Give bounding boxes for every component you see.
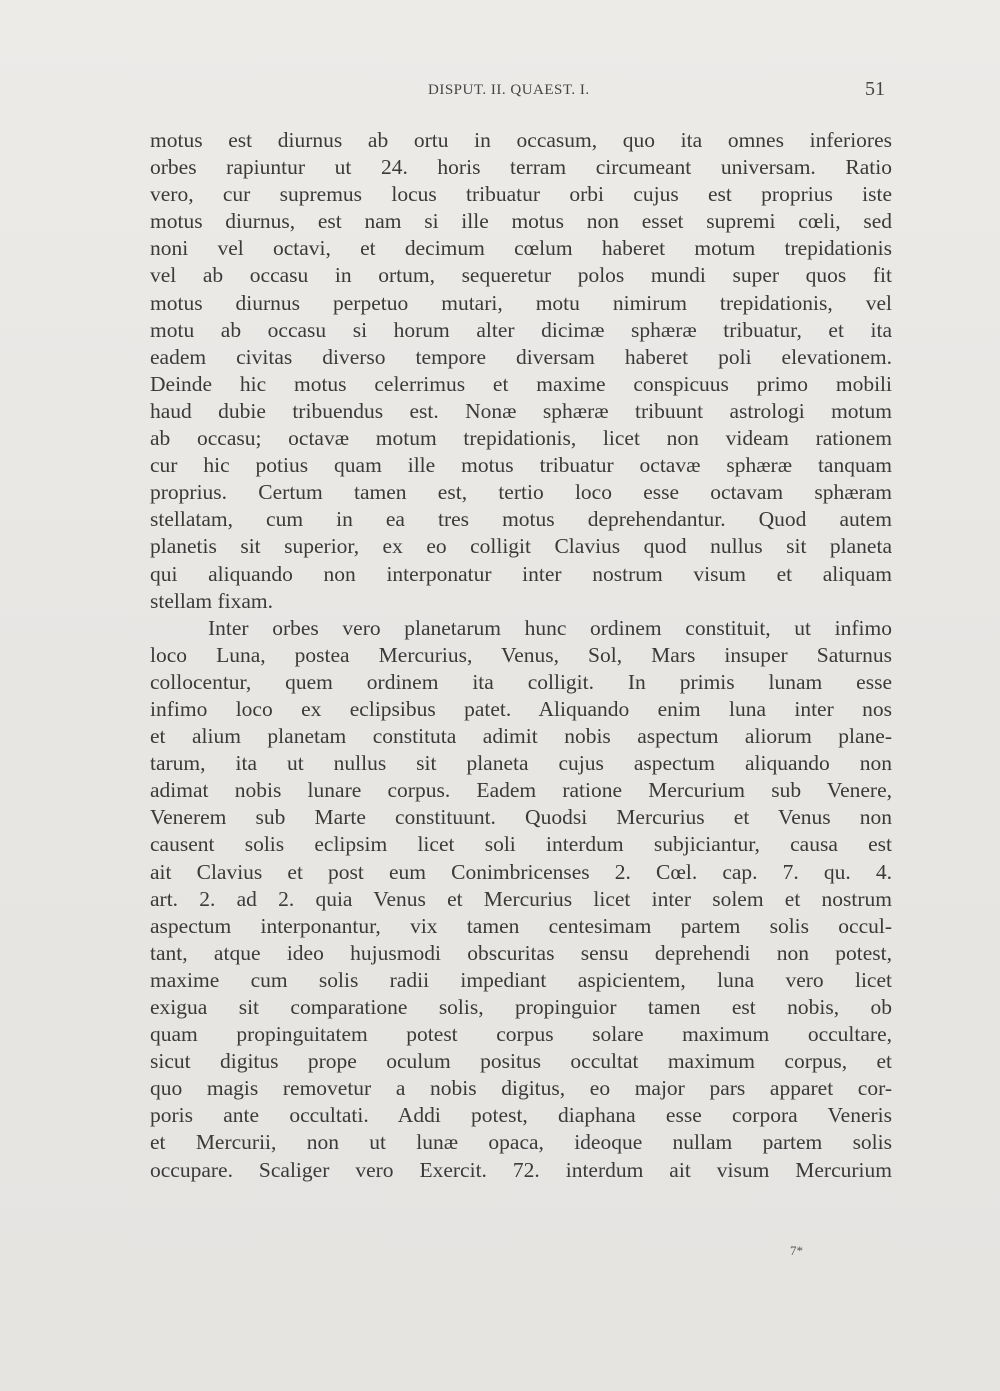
text-line: ab occasu; octavæ motum trepidationis, licet non videam rationem xyxy=(150,426,892,451)
text-line: motus diurnus, est nam si ille motus non esset supremi cœli, sed xyxy=(150,209,892,234)
text-line: motu ab occasu si horum alter dicimæ sphæræ tribuatur, et ita xyxy=(150,317,892,342)
text-line: art. 2. ad 2. quia Venus et Mercurius licet inter solem et nostrum xyxy=(150,886,892,911)
text-line: planetis sit superior, ex eo colligit Clavius quod nullus sit planeta xyxy=(150,534,892,559)
text-line: causent solis eclipsim licet soli interdum subjiciantur, causa est xyxy=(150,832,892,857)
text-line: occupare. Scaliger vero Exercit. 72. interdum ait visum Mercurium xyxy=(150,1157,892,1182)
text-line: collocentur, quem ordinem ita colligit. In primis lunam esse xyxy=(150,669,892,694)
text-line: maxime cum solis radii impediant aspicientem, luna vero licet xyxy=(150,967,892,992)
text-line: eadem civitas diverso tempore diversam haberet poli elevationem. xyxy=(150,344,892,369)
text-line: motus diurnus perpetuo mutari, motu nimirum trepidationis, vel xyxy=(150,290,892,315)
text-line: quo magis removetur a nobis digitus, eo major pars apparet cor- xyxy=(150,1076,892,1101)
text-line: tant, atque ideo hujusmodi obscuritas sensu deprehendi non potest, xyxy=(150,940,892,965)
text-line: Deinde hic motus celerrimus et maxime conspicuus primo mobili xyxy=(150,371,892,396)
body-text xyxy=(150,127,892,1184)
text-line: infimo loco ex eclipsibus patet. Aliquando enim luna inter nos xyxy=(150,696,892,721)
text-line: cur hic potius quam ille motus tribuatur octavæ sphæræ tanquam xyxy=(150,453,892,478)
text-line: vero, cur supremus locus tribuatur orbi cujus est proprius iste xyxy=(150,182,892,207)
text-line: Inter orbes vero planetarum hunc ordinem constituit, ut infimo xyxy=(208,615,892,640)
text-line: vel ab occasu in ortum, sequeretur polos mundi super quos fit xyxy=(150,263,892,288)
text-line: noni vel octavi, et decimum cœlum haberet motum trepidationis xyxy=(150,236,892,261)
text-line: motus est diurnus ab ortu in occasum, quo ita omnes inferiores xyxy=(150,128,892,152)
text-line: loco Luna, postea Mercurius, Venus, Sol, Mars insuper Saturnus xyxy=(150,642,892,667)
running-head xyxy=(150,76,885,106)
text-line: et alium planetam constituta adimit nobis aspectum aliorum plane- xyxy=(150,724,892,749)
text-line: qui aliquando non interponatur inter nostrum visum et aliquam xyxy=(150,561,892,586)
running-head-title: DISPUT. II. QUAEST. I. xyxy=(428,82,590,98)
text-line: adimat nobis lunare corpus. Eadem ratione Mercurium sub Venere, xyxy=(150,778,892,803)
text-line: stellam fixam. xyxy=(150,588,273,613)
text-line: haud dubie tribuendus est. Nonæ sphæræ tribuunt astrologi motum xyxy=(150,398,892,423)
page-number: 51 xyxy=(865,78,885,100)
text-line: poris ante occultati. Addi potest, diaphana esse corpora Veneris xyxy=(150,1103,892,1128)
text-line: sicut digitus prope oculum positus occultat maximum corpus, et xyxy=(150,1049,892,1074)
text-line: Venerem sub Marte constituunt. Quodsi Mercurius et Venus non xyxy=(150,805,892,830)
text-line: aspectum interponantur, vix tamen centesimam partem solis occul- xyxy=(150,913,892,938)
text-line: orbes rapiuntur ut 24. horis terram circumeant universam. Ratio xyxy=(150,155,892,180)
text-line: stellatam, cum in ea tres motus deprehendantur. Quod autem xyxy=(150,507,892,532)
signature-mark: 7* xyxy=(790,1243,803,1258)
text-line: et Mercurii, non ut lunæ opaca, ideoque nullam partem solis xyxy=(150,1130,892,1155)
text-line: ait Clavius et post eum Conimbricenses 2. Cœl. cap. 7. qu. 4. xyxy=(150,859,892,884)
text-line: quam propinguitatem potest corpus solare maximum occultare, xyxy=(150,1022,892,1047)
text-line: proprius. Certum tamen est, tertio loco esse octavam sphæram xyxy=(150,480,892,505)
text-line: exigua sit comparatione solis, propinguior tamen est nobis, ob xyxy=(150,995,892,1019)
text-line: tarum, ita ut nullus sit planeta cujus aspectum aliquando non xyxy=(150,751,892,776)
